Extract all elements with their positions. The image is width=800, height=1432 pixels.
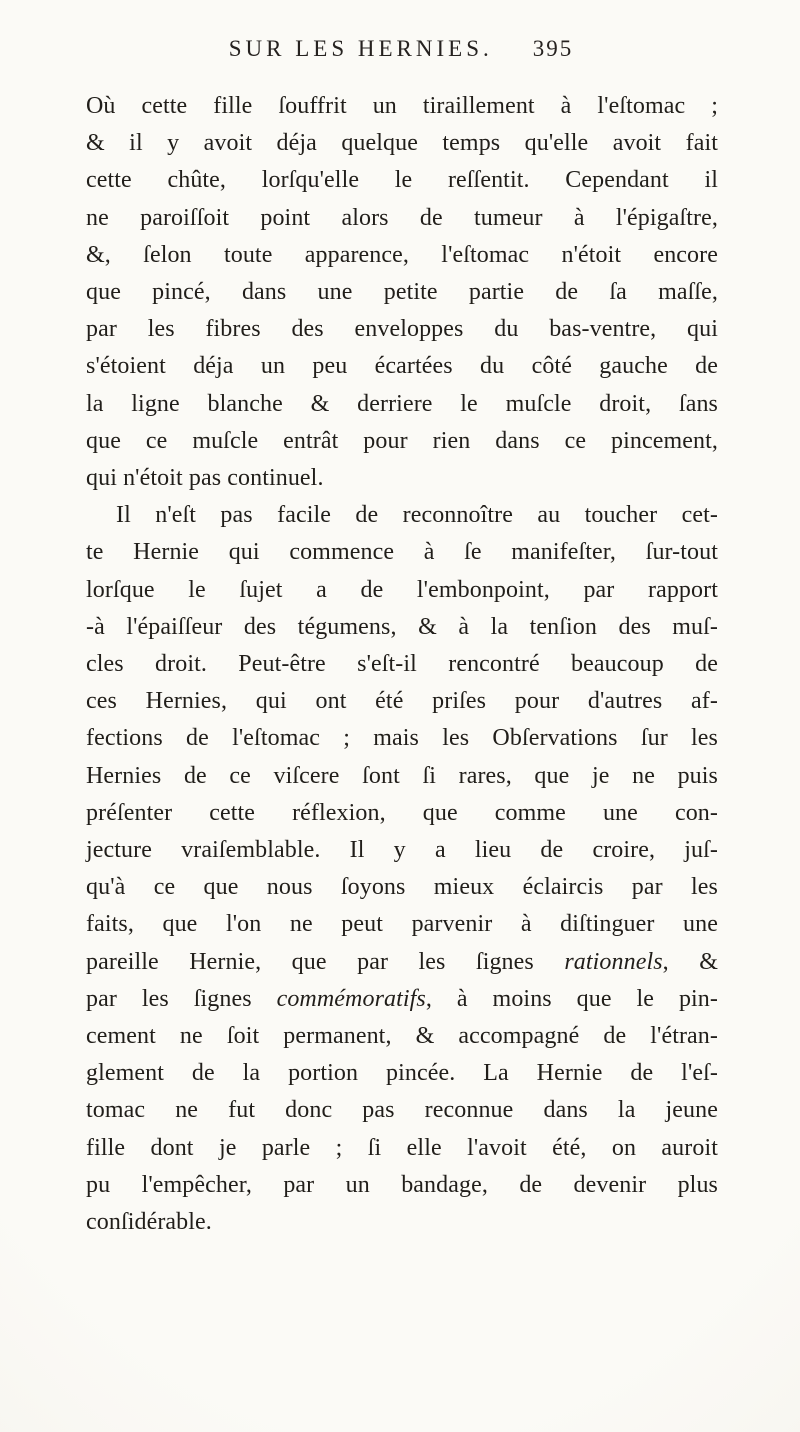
text-line: la ligne blanche & derriere le muſcle droit, ſans (86, 390, 718, 417)
text-line: faits, que l'on ne peut parvenir à diſtinguer une (86, 911, 718, 938)
text-line: ces Hernies, qui ont été priſes pour d'autres af- (86, 688, 718, 715)
running-head (86, 36, 716, 62)
running-title: SUR LES HERNIES. (228, 36, 493, 61)
text-line: que pincé, dans une petite partie de ſa maſſe, (86, 279, 718, 306)
text-line: &, ſelon toute apparence, l'eſtomac n'étoit encore (86, 241, 718, 268)
text-line: lorſque le ſujet a de l'embonpoint, par rapport (86, 576, 718, 603)
text-line: Hernies de ce viſcere ſont ſi rares, que je ne puis (86, 762, 718, 789)
text-run: , à moins que le pin- (425, 985, 718, 1012)
paragraph (86, 497, 718, 1241)
text-line: pu l'empêcher, par un bandage, de devenir plus (86, 1171, 718, 1198)
text-line: fections de l'eſtomac ; mais les Obſervations ſur les (86, 725, 718, 752)
text-line: Où cette fille ſouffrit un tiraillement à l'eſtomac ; (86, 93, 718, 119)
text-line: que ce muſcle entrât pour rien dans ce pincement, (86, 427, 718, 454)
text-line: & il y avoit déja quelque temps qu'elle avoit fait (86, 130, 718, 157)
text-line: te Hernie qui commence à ſe manifeſter, ſur-tout (86, 539, 718, 566)
text-line: -à l'épaiſſeur des tégumens, & à la tenſion des muſ- (86, 613, 718, 640)
text-line: préſenter cette réflexion, que comme une con- (86, 799, 718, 826)
text-line: fille dont je parle ; ſi elle l'avoit été, on auroit (86, 1134, 718, 1161)
text-line: cement ne ſoit permanent, & accompagné de l'étran- (86, 1023, 718, 1050)
text-line: Il n'eſt pas facile de reconnoître au toucher cet- (116, 502, 718, 529)
text-line (86, 981, 718, 1018)
text-line: ne paroiſſoit point alors de tumeur à l'épigaſtre, (86, 204, 718, 231)
page-body (86, 88, 718, 1241)
text-line: qu'à ce que nous ſoyons mieux éclaircis par les (86, 874, 718, 901)
text-line (86, 944, 718, 981)
italic-text-run: commémoratifs (276, 985, 426, 1012)
text-line: jecture vraiſemblable. Il y a lieu de croire, juſ- (86, 837, 718, 864)
paragraph (86, 88, 718, 497)
text-line: qui n'étoit pas continuel. (86, 465, 324, 492)
text-run: pareille Hernie, que par les ſignes (86, 948, 565, 975)
text-line: s'étoient déja un peu écartées du côté gauche de (86, 353, 718, 380)
text-line: glement de la portion pincée. La Hernie de l'eſ- (86, 1060, 718, 1087)
text-line: par les fibres des enveloppes du bas-ventre, qui (86, 316, 718, 343)
text-run: , & (662, 948, 719, 975)
text-line: cette chûte, lorſqu'elle le reſſentit. Cependant il (86, 167, 718, 194)
text-line: conſidérable. (86, 1209, 212, 1236)
italic-text-run: rationnels (564, 948, 663, 975)
text-line: cles droit. Peut-être s'eſt-il rencontré beaucoup de (86, 651, 718, 678)
text-line: tomac ne fut donc pas reconnue dans la jeune (86, 1097, 718, 1124)
page-number: 395 (532, 36, 574, 61)
text-run: par les ſignes (86, 985, 277, 1012)
